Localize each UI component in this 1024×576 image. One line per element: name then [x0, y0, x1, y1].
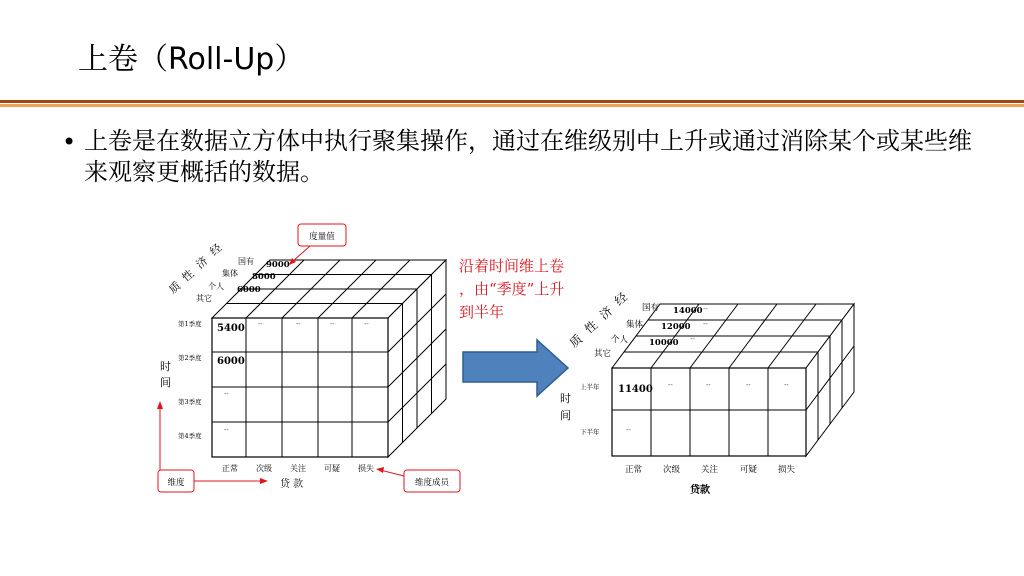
depth-label-char: 质	[566, 331, 586, 351]
depth-member: 国有	[642, 303, 660, 313]
time-label: 时	[160, 360, 171, 373]
depth-label-char: 经	[207, 241, 225, 259]
loan-member: 损失	[778, 465, 796, 475]
empty-cell-mark: --	[668, 381, 673, 389]
loan-member: 关注	[701, 465, 719, 475]
depth-member: 集体	[626, 320, 644, 330]
loan-member: 次级	[256, 464, 272, 473]
rollup-note	[459, 257, 564, 321]
empty-cell-mark: --	[224, 390, 229, 398]
loan-member: 可疑	[324, 464, 340, 473]
empty-cell-mark: --	[296, 320, 301, 328]
time-member: 第3季度	[178, 398, 202, 406]
dimension-label: 维度	[167, 478, 185, 488]
empty-cell-mark: --	[784, 381, 789, 389]
loan-label: 贷款	[690, 485, 710, 496]
depth-label-char: 济	[193, 254, 211, 272]
right-data-cube	[560, 290, 854, 496]
empty-cell-mark: --	[364, 320, 369, 328]
loan-member: 关注	[290, 464, 306, 473]
cell-value: 6000	[217, 356, 245, 367]
depth-member: 集体	[222, 269, 238, 278]
depth-label-char: 性	[581, 317, 601, 337]
rollup-note-line3: 到半年	[459, 303, 505, 321]
loan-label: 贷 款	[280, 479, 304, 490]
empty-cell-mark: --	[690, 335, 695, 343]
measure-callout	[289, 224, 346, 265]
rollup-arrow	[463, 340, 568, 396]
depth-member: 国有	[238, 257, 254, 266]
measure-label: 度量值	[309, 232, 335, 242]
empty-cell-mark: --	[703, 305, 708, 313]
time-member: 上半年	[580, 383, 600, 391]
time-label: 间	[160, 376, 171, 389]
depth-value: 8000	[252, 272, 276, 282]
depth-label-char: 经	[611, 289, 631, 309]
depth-value: 10000	[649, 338, 679, 348]
depth-label-char: 性	[179, 267, 197, 285]
depth-member: 个人	[208, 282, 224, 291]
member-callout	[376, 467, 460, 492]
depth-value: 14000	[673, 306, 703, 316]
empty-cell-mark: --	[224, 426, 229, 434]
rollup-note-line1: 沿着时间维上卷	[459, 257, 565, 275]
empty-cell-mark: --	[706, 381, 711, 389]
time-member: 第2季度	[178, 354, 202, 362]
rollup-note-line2: ，由“季度”上升	[459, 280, 565, 298]
time-member: 第1季度	[178, 320, 202, 328]
loan-member: 正常	[222, 464, 238, 473]
empty-cell-mark: --	[258, 320, 263, 328]
loan-member: 次级	[663, 465, 681, 475]
time-label: 间	[560, 409, 571, 422]
member-label: 维度成员	[414, 478, 450, 488]
cell-value: 11400	[618, 384, 653, 395]
loan-member: 正常	[625, 465, 643, 475]
time-member: 下半年	[580, 428, 600, 436]
depth-label-char: 质	[166, 279, 184, 297]
depth-member: 其它	[196, 294, 212, 303]
depth-value: 6000	[237, 285, 261, 295]
empty-cell-mark: --	[626, 426, 631, 434]
depth-value: 9000	[266, 260, 290, 270]
slide-title: 上卷（Roll-Up）	[78, 42, 305, 77]
loan-member: 可疑	[740, 465, 758, 475]
empty-cell-mark: --	[746, 381, 751, 389]
cell-value: 5400	[217, 323, 245, 334]
empty-cell-mark: --	[330, 320, 335, 328]
depth-value: 12000	[661, 322, 691, 332]
depth-label-char: 济	[596, 303, 616, 323]
time-member: 第4季度	[178, 432, 202, 440]
empty-cell-mark: --	[703, 320, 708, 328]
body-paragraph: 上卷是在数据立方体中执行聚集操作，通过在维级别中上升或通过消除某个或某些维来观察更概括的数据。	[84, 127, 972, 186]
depth-member: 其它	[594, 349, 612, 359]
depth-member: 个人	[611, 335, 629, 345]
bullet-dot: •	[62, 128, 77, 156]
time-label: 时	[560, 392, 571, 405]
loan-member: 损失	[358, 464, 374, 473]
left-data-cube	[160, 241, 446, 490]
